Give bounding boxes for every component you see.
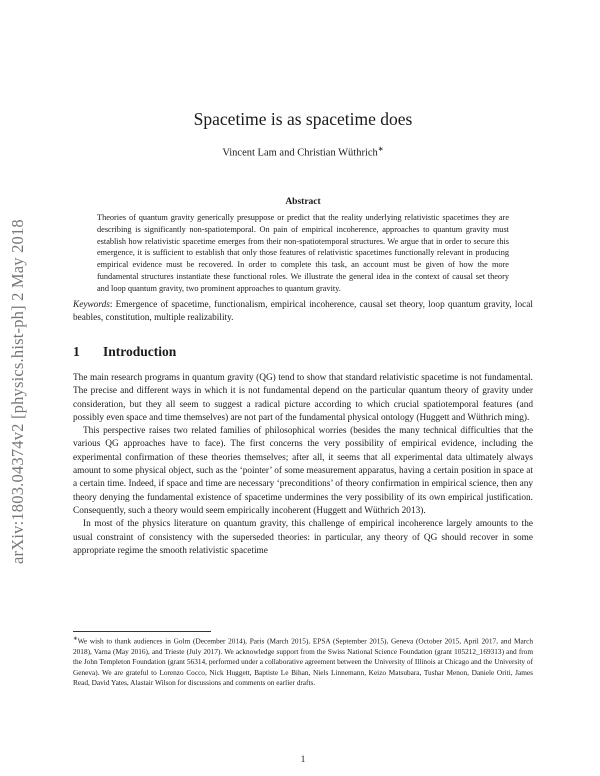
page-number: 1	[300, 755, 306, 765]
section-number: 1	[73, 344, 80, 359]
keywords	[73, 299, 533, 326]
footnote-mark: ∗	[73, 636, 78, 642]
footnote	[73, 634, 533, 688]
footnote-rule	[73, 631, 211, 632]
section-title: Introduction	[103, 344, 177, 359]
keywords-label: Keywords	[73, 300, 110, 310]
abstract-heading: Abstract	[285, 197, 321, 207]
abstract-text: Theories of quantum gravity generically presuppose or predict that the reality underlying relativistic spacetimes they are describing is significantly non-spatiotemporal. On pain of empirical incoherence, approaches to quantum gravity must establish how relativistic spacetime emerges from their non-spatiotemporal structures. We argue that in order to secure this emergence, it is sufficient to establish that only those features of relativistic spacetimes functionally relevant in producing empirical evidence must be recovered. In order to complete this task, an account must be given of how the more fundamental structures instantiate these functional roles. We illustrate the general idea in the context of causal set theory and loop quantum gravity, two prominent approaches to quantum gravity.	[97, 213, 509, 293]
keywords-list: : Emergence of spacetime, functionalism, empirical incoherence, causal set theory, loop quantum gravity, local beables, constitution, multiple realizability.	[73, 300, 533, 324]
author-line	[73, 145, 533, 159]
footnote-text: We wish to thank audiences in Golm (December 2014), Paris (March 2015), EPSA (September 2015), Geneva (October 2015, April 2017, and March 2018), Varna (May 2016), and Trieste (July 2017). We acknowledge support from the Swiss National Science Foundation (grant 105212_169313) and from the John Templeton Foundation (grant 56314, performed under a collaborative agreement between the University of Illinois at Chicago and the University of Geneva). We are grateful to Lorenzo Cocco, Nick Huggett, Baptiste Le Bihan, Niels Linnemann, Keizo Matsubara, Tushar Menon, Daniele Oriti, James Read, David Yates, Alastair Wilson for discussions and comments on earlier drafts.	[73, 636, 533, 688]
paper-title: Spacetime is as spacetime does	[193, 109, 413, 129]
paragraph: In most of the physics literature on quantum gravity, this challenge of empirical incoherence largely amounts to the usual constraint of consistency with the superseded theories: in particular, any theory of QG should recover in some appropriate regime the smooth relativistic spacetime	[73, 519, 533, 556]
paragraph: This perspective raises two related families of philosophical worries (besides the many technical difficulties that the various QG approaches have to face). The first concerns the very possibility of empirical evidence, including the experimental confirmation of these theories themselves; after all, it seems that all experimental data ultimately always amount to some physical object, such as the ‘pointer’ of some measurement apparatus, having a certain position in space at a certain time. Indeed, if space and time are necessary ‘preconditions’ of theory confirmation in empirical science, then any theory denying the fundamental existence of spacetime undermines the very possibility of its own empirical justification. Consequently, such a theory would seem empirically incoherent (Huggett and Wüthrich 2013).	[73, 426, 533, 516]
author-footnote-mark: ∗	[377, 145, 384, 153]
arxiv-identifier: arXiv:1803.04374v2 [physics.hist-ph] 2 May 2018	[8, 219, 27, 564]
introduction-body	[73, 372, 533, 558]
section-heading	[73, 344, 533, 360]
author-names: Vincent Lam and Christian Wüthrich	[222, 147, 378, 159]
paragraph: The main research programs in quantum gravity (QG) tend to show that standard relativistic spacetime is not fundamental. The precise and different ways in which it is not fundamental depend on the particular quantum theory of gravity under consideration, but they all seem to suggest a radical picture according to which crucial spatiotemporal features (and possibly even space and time themselves) are not part of the fundamental physical ontology (Huggett and Wüthrich ming).	[73, 373, 533, 423]
